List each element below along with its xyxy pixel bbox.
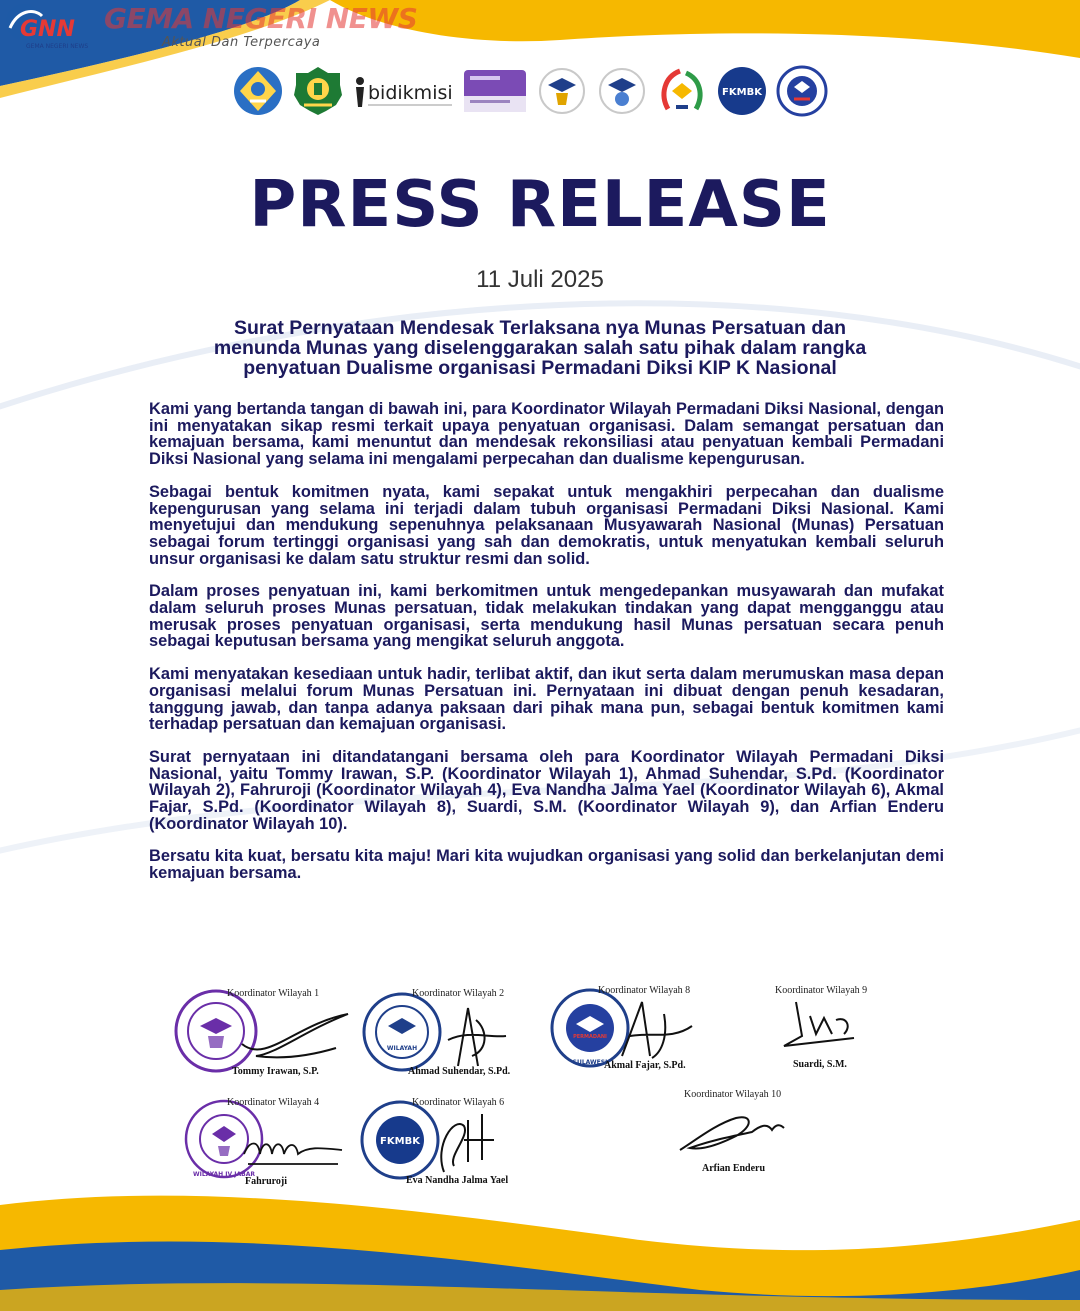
stamp-fkmbk-text: FKMBK <box>380 1136 420 1147</box>
gnn-logo-text: GNN <box>20 17 75 42</box>
signature-wilayah-4 <box>238 1124 348 1176</box>
body-paragraph: Sebagai bentuk komitmen nyata, kami sepakat untuk mengakhiri perpecahan dan dualisme kepengurusan yang selama ini terjadi dalam tubuh organisasi Permadani Diksi Nasional. Kami menyetujui dan mendukung sepenuhnya pelaksanaan Musyawarah Nasional (Munas) Persatuan sebagai forum tertinggi organisasi yang sah dan demokratis, untuk menyatukan kembali seluruh unsur organisasi ke dalam satu struktur resmi dan solid. <box>149 482 944 568</box>
sulawesi-association-logo <box>776 65 828 117</box>
signatory-name: Suardi, S.M. <box>793 1059 847 1070</box>
body-paragraph: Surat pernyataan ini ditandatangani bersama oleh para Koordinator Wilayah Permadani Diksi Nasional, yaitu Tommy Irawan, S.P. (Koordinator Wilayah 1), Ahmad Suhendar, S.Pd. (Koordinator Wilayah 2), Fahruroji (Koordinator Wilayah 4), Eva Nandha Jalma Yael (Koordinator Wilayah 6), Akmal Fajar, S.Pd. (Koordinator Wilayah 8), Suardi, S.M. (Koordinator Wilayah 9), dan Arfian Enderu (Koordinator Wilayah 10). <box>149 747 944 833</box>
gnn-logo <box>4 2 94 50</box>
bidikmisi-logo <box>352 71 454 111</box>
signature-wilayah-6 <box>424 1106 504 1178</box>
stamp-wilayah-iv-text: WILAYAH IV JABAR <box>193 1171 255 1178</box>
stamp-permadani-text: PERMADANI <box>573 1034 607 1040</box>
site-tagline: Aktual Dan Terpercaya <box>162 35 321 50</box>
subject-heading <box>150 318 930 378</box>
tut-wuri-handayani-logo <box>232 65 284 117</box>
signatory-role: Koordinator Wilayah 10 <box>684 1089 782 1100</box>
colorful-emblem-logo <box>656 65 708 117</box>
signature-wilayah-9 <box>776 996 860 1058</box>
institution-logos <box>232 62 828 120</box>
body-paragraph: Kami yang bertanda tangan di bawah ini, para Koordinator Wilayah Permadani Diksi Nasional, dengan ini menyatakan sikap resmi terkait upaya penyatuan organisasi. Dalam semangat persatuan dan kemajuan bersama, kami menuntut dan mendesak rekonsiliasi atau penyatuan kembali Permadani Diksi Nasional yang selama ini mengalami perpecahan dan dualisme kepengurusan. <box>149 400 944 469</box>
subject-line: menunda Munas yang diselenggarakan salah satu pihak dalam rangka <box>213 337 867 359</box>
page-title: PRESS RELEASE <box>249 168 831 242</box>
signature-wilayah-8 <box>612 996 696 1064</box>
subject-line: Surat Pernyataan Mendesak Terlaksana nya Munas Persatuan dan <box>234 317 846 339</box>
signatory-role: Koordinator Wilayah 8 <box>598 985 691 996</box>
gnn-logo-subtext: GEMA NEGERI NEWS <box>26 43 89 50</box>
signatory-role: Koordinator Wilayah 1 <box>227 988 320 999</box>
signatory-role: Koordinator Wilayah 4 <box>227 1097 320 1108</box>
kemenag-logo <box>292 65 344 117</box>
subject-line: penyatuan Dualisme organisasi Permadani Diksi KIP K Nasional <box>243 357 837 379</box>
graduate-logo-1 <box>536 65 588 117</box>
stamp-wilayah-text: WILAYAH <box>386 1045 418 1052</box>
bidikmisi-logo-text: bidikmisi <box>368 82 453 104</box>
signature-wilayah-10 <box>676 1110 786 1158</box>
signatory-role: Koordinator Wilayah 6 <box>412 1097 505 1108</box>
signatory-name: Fahruroji <box>245 1176 288 1187</box>
stamp-sulawesi-text: SULAWESI <box>572 1059 608 1066</box>
fkmbk-logo-text: FKMBK <box>722 87 762 98</box>
signatory-name: Akmal Fajar, S.Pd. <box>604 1060 686 1071</box>
signatory-name: Eva Nandha Jalma Yael <box>406 1175 509 1186</box>
release-date: 11 Juli 2025 <box>476 266 604 293</box>
signatory-name: Arfian Enderu <box>702 1163 766 1174</box>
site-name: GEMA NEGERI NEWS <box>104 2 418 35</box>
body-paragraph: Dalam proses penyatuan ini, kami berkomitmen untuk mengedepankan musyawarah dan mufakat dalam seluruh proses Munas persatuan, tidak melakukan tindakan yang dapat mengganggu atau merusak proses penyatuan organisasi, serta mendukung hasil Munas persatuan secara penuh sebagai keputusan bersama yang mengikat seluruh anggota. <box>149 582 944 651</box>
kip-card-logo <box>462 66 528 116</box>
signatory-role: Koordinator Wilayah 9 <box>775 985 868 996</box>
signature-wilayah-2 <box>428 1000 510 1070</box>
release-body <box>149 401 944 898</box>
signatory-name: Tommy Irawan, S.P. <box>232 1066 319 1077</box>
signatory-role: Koordinator Wilayah 2 <box>412 988 505 999</box>
body-paragraph: Bersatu kita kuat, bersatu kita maju! Mari kita wujudkan organisasi yang solid dan berkelanjutan demi kemajuan bersama. <box>149 847 944 883</box>
signature-wilayah-1 <box>236 1004 354 1070</box>
signatory-name: Ahmad Suhendar, S.Pd. <box>408 1066 511 1077</box>
fkmbk-logo <box>716 65 768 117</box>
graduate-logo-2 <box>596 65 648 117</box>
body-paragraph: Kami menyatakan kesediaan untuk hadir, terlibat aktif, dan ikut serta dalam merumuskan masa depan organisasi melalui forum Munas Persatuan ini. Pernyataan ini dibuat dengan penuh kesadaran, tanggung jawab, dan tanpa adanya paksaan dari pihak mana pun, sebagai bentuk komitmen kami terhadap persatuan dan kemajuan organisasi. <box>149 665 944 734</box>
